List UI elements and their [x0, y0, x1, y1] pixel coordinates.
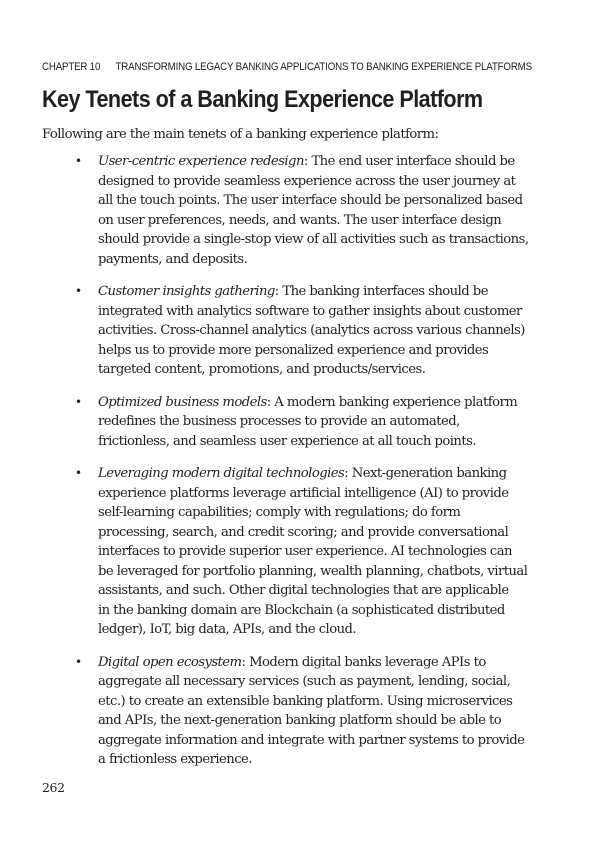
- tenet-text: : A modern banking experience platform: [266, 394, 518, 410]
- tenet-text: integrated with analytics software to gather insights about customer: [98, 303, 522, 319]
- tenet-text: aggregate information and integrate with partner systems to provide: [98, 732, 525, 748]
- tenet-text: targeted content, promotions, and products/services.: [98, 362, 426, 377]
- running-head-chapter: CHAPTER 10: [42, 61, 101, 73]
- tenet-text: interfaces to provide superior user experience. AI technologies can: [98, 544, 512, 559]
- tenet-text: redefines the business processes to provide an automated,: [98, 414, 460, 429]
- tenet-text: be leveraged for portfolio planning, wealth planning, chatbots, virtual: [98, 563, 528, 579]
- list-item: [0, 653, 529, 770]
- tenet-text: designed to provide seamless experience across the user journey at: [98, 173, 516, 189]
- tenet-text: self-learning capabilities; comply with regulations; do form: [98, 505, 461, 520]
- tenet-text: aggregate all necessary services (such as payment, lending, social,: [98, 674, 511, 689]
- tenet-text: : Next-generation banking: [344, 466, 507, 481]
- tenet-text: etc.) to create an extensible banking platform. Using microservices: [98, 693, 513, 709]
- page-number: 262: [42, 780, 65, 795]
- section-title: Key Tenets of a Banking Experience Platform: [42, 86, 483, 113]
- list-item: [0, 282, 529, 380]
- list-item: [0, 393, 529, 452]
- tenet-text: all the touch points. The user interface should be personalized based: [98, 193, 523, 208]
- tenet-text: payments, and deposits.: [98, 251, 248, 267]
- running-head-title: TRANSFORMING LEGACY BANKING APPLICATIONS TO BANKING EXPERIENCE PLATFORMS: [115, 61, 532, 73]
- tenet-term: Leveraging modern digital technologies: [98, 466, 345, 481]
- tenet-text: processing, search, and credit scoring; and provide conversational: [98, 524, 509, 540]
- tenet-text: and APIs, the next-generation banking platform should be able to: [98, 713, 502, 728]
- list-item: [0, 464, 529, 640]
- bullet-icon: •: [75, 394, 82, 409]
- tenet-text: experience platforms leverage artificial intelligence (AI) to provide: [98, 485, 509, 501]
- tenet-text: frictionless, and seamless user experience at all touch points.: [98, 433, 476, 449]
- tenet-term: Optimized business models: [98, 394, 267, 410]
- tenet-text: : The banking interfaces should be: [274, 284, 488, 299]
- intro-paragraph: Following are the main tenets of a banking experience platform:: [42, 127, 439, 142]
- list-item: [0, 152, 529, 269]
- tenet-text: ledger), IoT, big data, APIs, and the cloud.: [98, 622, 357, 637]
- running-head: [42, 61, 532, 73]
- tenet-term: User-centric experience redesign: [98, 154, 304, 169]
- tenets-list: [0, 152, 529, 783]
- bullet-icon: •: [75, 284, 82, 298]
- tenet-text: helps us to provide more personalized experience and provides: [98, 342, 489, 358]
- tenet-text: : The end user interface should be: [303, 154, 515, 169]
- tenet-text: on user preferences, needs, and wants. The user interface design: [98, 212, 502, 228]
- tenet-text: a frictionless experience.: [98, 752, 252, 767]
- tenet-text: : Modern digital banks leverage APIs to: [241, 654, 486, 670]
- tenet-text: in the banking domain are Blockchain (a sophisticated distributed: [98, 602, 505, 618]
- tenet-text: activities. Cross-channel analytics (analytics across various channels): [98, 323, 525, 338]
- bullet-icon: •: [75, 654, 82, 669]
- tenet-text: should provide a single-stop view of all activities such as transactions,: [98, 232, 529, 247]
- tenet-term: Customer insights gathering: [98, 284, 275, 299]
- bullet-icon: •: [75, 466, 82, 480]
- tenet-text: assistants, and such. Other digital technologies that are applicable: [98, 583, 509, 598]
- tenet-term: Digital open ecosystem: [98, 654, 242, 670]
- bullet-icon: •: [75, 154, 82, 168]
